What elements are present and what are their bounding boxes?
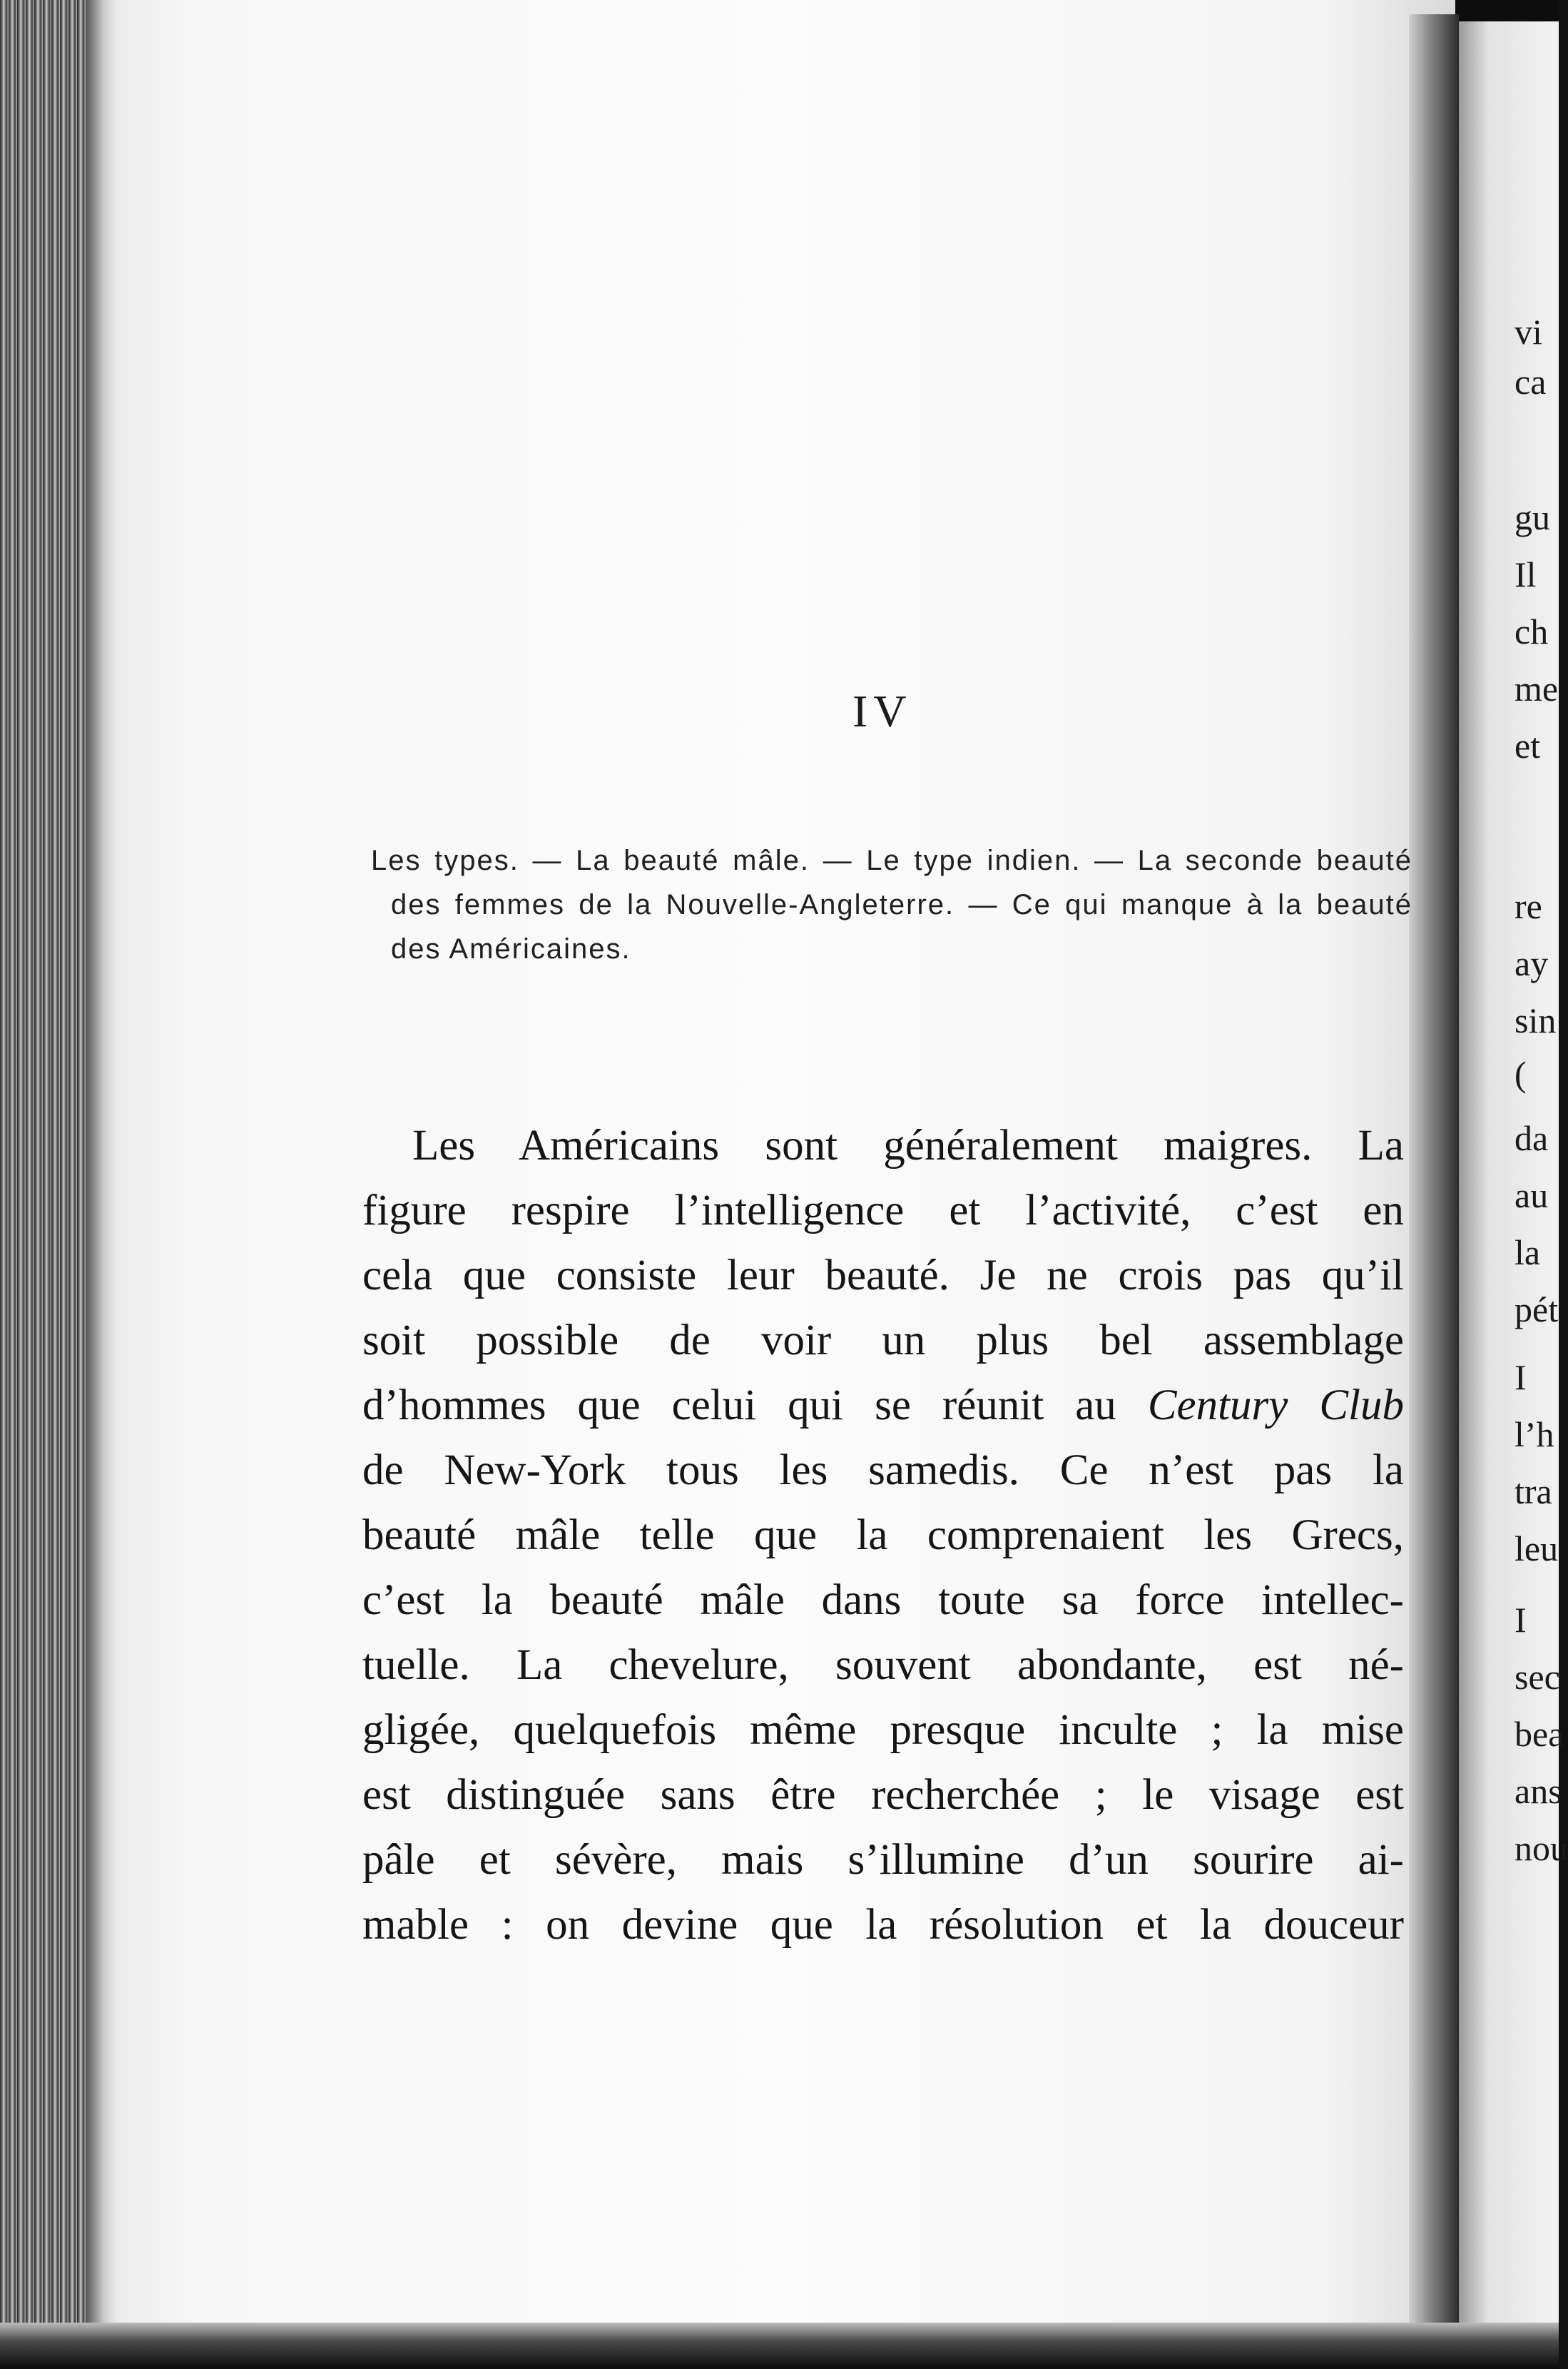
next-page-text-fragment: ( <box>1514 1054 1527 1094</box>
next-page-text-fragment: ca <box>1514 362 1547 402</box>
text-line: mable : on devine que la résolution et la douceur <box>362 1901 1404 1949</box>
text-segment: d’hommes que celui qui se réunit au <box>362 1381 1148 1429</box>
next-page-text-fragment: I <box>1514 1600 1527 1640</box>
next-page-text-fragment: leu <box>1514 1528 1559 1568</box>
next-page-text-fragment: nou <box>1514 1828 1568 1868</box>
next-page-text-fragment: re <box>1514 886 1542 926</box>
next-page-text-fragment: l’h <box>1514 1414 1554 1454</box>
chapter-number: IV <box>852 686 912 736</box>
text-line: c’est la beauté mâle dans toute sa force intellec- <box>362 1576 1404 1624</box>
text-line: cela que consiste leur beauté. Je ne crois pas qu’il <box>362 1252 1404 1299</box>
next-page-text-fragment: pét <box>1514 1289 1559 1329</box>
next-page-text-fragment: I <box>1514 1357 1527 1397</box>
text-line: tuelle. La chevelure, souvent abondante, est né- <box>362 1641 1404 1689</box>
body-paragraph <box>362 1113 1404 1957</box>
page-edge-shadow <box>1409 14 1459 2333</box>
next-page-text-fragment: bea <box>1514 1714 1564 1754</box>
next-page-text-fragment: la <box>1514 1232 1541 1272</box>
text-line: beauté mâle telle que la comprenaient les Grecs, <box>362 1511 1404 1559</box>
next-page-text-fragment: tra <box>1514 1471 1552 1511</box>
next-page-text-fragment: sec <box>1514 1657 1560 1697</box>
next-page-text-fragment: au <box>1514 1175 1549 1215</box>
text-line: figure respire l’intelligence et l’activité, c’est en <box>362 1187 1404 1234</box>
next-page-text-fragment: da <box>1514 1118 1549 1158</box>
bottom-page-edge <box>0 2323 1559 2369</box>
next-page-text-fragment: ans <box>1514 1771 1562 1811</box>
text-line: pâle et sévère, mais s’illumine d’un sourire ai- <box>362 1836 1404 1884</box>
gutter-shadow <box>86 0 118 2369</box>
next-page-text-fragment: me <box>1514 669 1559 709</box>
text-line <box>362 1373 1404 1438</box>
next-page-text-fragment: gu <box>1514 497 1550 537</box>
next-page-text-fragment: sin <box>1514 1000 1557 1040</box>
next-page-text-fragment: vi <box>1514 312 1542 352</box>
text-line: est distinguée sans être recherchée ; le visage est <box>362 1771 1404 1819</box>
next-page-edge <box>1459 21 1568 2326</box>
next-page-text-fragment: ch <box>1514 612 1549 651</box>
next-page-text-fragment: et <box>1514 726 1541 766</box>
next-page-text-fragment: ay <box>1514 943 1549 983</box>
chapter-summary: Les types. — La beauté mâle. — Le type indien. — La seconde beauté des femmes de la Nouvelle-Angleterre. — Ce qui manque à la beauté des Américaines. <box>371 845 1412 965</box>
italic-club-name: Century Club <box>1147 1381 1404 1429</box>
text-line: soit possible de voir un plus bel assemblage <box>362 1317 1404 1364</box>
text-line: de New-York tous les samedis. Ce n’est pas la <box>362 1446 1404 1494</box>
text-line: Les Américains sont généralement maigres. La <box>412 1122 1404 1170</box>
next-page-text-fragment: Il <box>1514 554 1537 594</box>
text-line: gligée, quelquefois même presque inculte ; la mise <box>362 1706 1404 1754</box>
